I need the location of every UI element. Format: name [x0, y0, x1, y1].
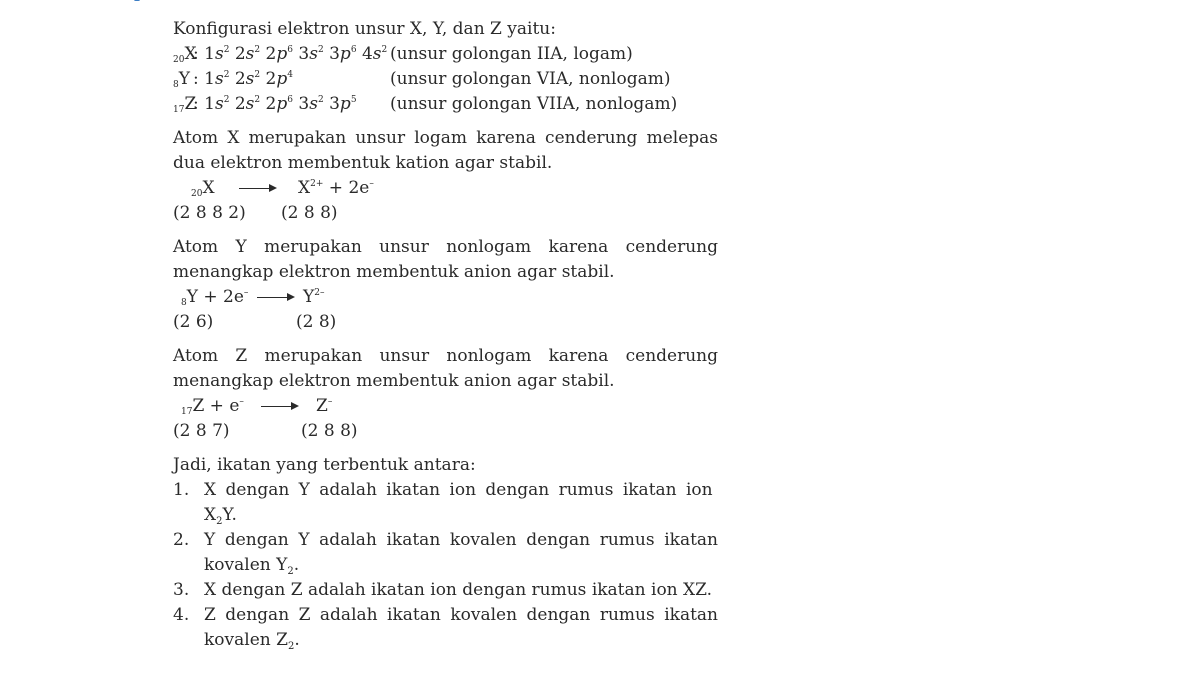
element-symbol: Z [184, 94, 197, 114]
reactant-config: (2 8 8 2) [173, 203, 246, 223]
electron-charge: – [239, 397, 244, 407]
reactant-config: (2 8 7) [173, 421, 230, 441]
electron-charge: – [369, 179, 374, 189]
reaction-x [173, 176, 718, 201]
list-number: 3. [173, 580, 190, 600]
reaction-z [173, 394, 718, 419]
bond-list [173, 478, 718, 653]
paragraph-y: Atom Y merupakan unsur nonlogam karena cenderung menangkap elektron membentuk anion agar stabil. [173, 237, 718, 282]
list-item [173, 603, 718, 653]
reactant-symbol: Z [192, 396, 205, 416]
product-charge: – [327, 397, 333, 407]
formula-subscript: 2 [287, 566, 294, 577]
atomic-number: 20 [191, 189, 203, 199]
product-symbol: Z [316, 396, 328, 416]
atomic-number: 17 [181, 407, 193, 417]
list-item [173, 578, 718, 603]
element-note: (unsur golongan VIIA, nonlogam) [390, 94, 678, 114]
electron-config-y [173, 310, 718, 335]
reactant-config: (2 6) [173, 312, 214, 332]
product-symbol: X [298, 178, 311, 198]
paragraph-z: Atom Z merupakan unsur nonlogam karena cenderung menangkap elektron membentuk anion agar stabil. [173, 346, 718, 391]
element-symbol: Y [178, 69, 190, 89]
electron-term: + e [209, 396, 240, 416]
formula-subscript: 2 [287, 641, 295, 652]
element-note: (unsur golongan VIA, nonlogam) [390, 69, 671, 89]
list-text: X dengan Z adalah ikatan ion dengan rumus ikatan ion XZ. [204, 580, 713, 600]
formula-tail: . [293, 555, 300, 575]
formula-main: X [204, 505, 217, 525]
reactant-symbol: Y [186, 287, 198, 307]
paragraph-x: Atom X merupakan unsur logam karena cenderung melepas dua elektron membentuk kation agar stabil. [173, 128, 718, 173]
list-number: 4. [173, 605, 190, 625]
element-symbol: X [184, 44, 197, 64]
config-row-x [173, 42, 718, 67]
product-config: (2 8 8) [281, 203, 338, 223]
product-config: (2 8) [296, 312, 337, 332]
element-note: (unsur golongan IIA, logam) [390, 44, 633, 64]
electron-term: + 2e [328, 178, 370, 198]
document-body [173, 17, 718, 653]
formula-subscript: 2 [216, 516, 223, 527]
list-item [173, 528, 718, 578]
formula-tail: Y. [222, 505, 237, 525]
product-config: (2 8 8) [301, 421, 358, 441]
formula-main: Y [276, 555, 288, 575]
list-number: 1. [173, 480, 190, 500]
list-number: 2. [173, 530, 190, 550]
atomic-number: 17 [173, 105, 185, 115]
electron-config: : $1s^2$ $2s^2$ $2p^4$ [193, 69, 293, 89]
config-row-y [173, 67, 718, 92]
formula-main: Z [276, 630, 288, 650]
product-symbol: Y [303, 287, 315, 307]
list-text: Y dengan Y adalah ikatan kovalen dengan rumus ikatan kovalen [204, 530, 718, 575]
arrow-icon [257, 297, 293, 298]
config-table [173, 42, 718, 117]
arrow-icon [239, 188, 275, 189]
electron-config-z [173, 419, 718, 444]
product-charge: 2+ [310, 179, 324, 189]
arrow-icon [261, 406, 297, 407]
product-charge: 2– [314, 288, 325, 298]
formula-tail: . [294, 630, 300, 650]
reactant-symbol: X [202, 178, 215, 198]
atomic-number: 8 [173, 80, 179, 90]
electron-config: : $1s^2$ $2s^2$ $2p^6$ $3s^2$ $3p^5$ [193, 94, 357, 114]
list-text: Z dengan Z adalah ikatan kovalen dengan rumus ikatan kovalen [204, 605, 718, 650]
reaction-y [173, 285, 718, 310]
atomic-number: 8 [181, 298, 187, 308]
conclusion-text: Jadi, ikatan yang terbentuk antara: [173, 455, 476, 475]
atomic-number: 20 [173, 55, 185, 65]
electron-term: + 2e [203, 287, 244, 307]
electron-config-x [173, 201, 718, 226]
electron-charge: – [243, 288, 249, 298]
list-text: X dengan Y adalah ikatan ion dengan rumus ikatan ion [204, 480, 713, 500]
list-item [173, 478, 718, 528]
electron-config: : $1s^2$ $2s^2$ $2p^6$ $3s^2$ $3p^6$ $4s^2$ [193, 44, 388, 64]
intro-text: Konfigurasi elektron unsur X, Y, dan Z yaitu: [173, 19, 556, 39]
config-row-z [173, 92, 718, 117]
corner-mark [134, 0, 140, 1]
